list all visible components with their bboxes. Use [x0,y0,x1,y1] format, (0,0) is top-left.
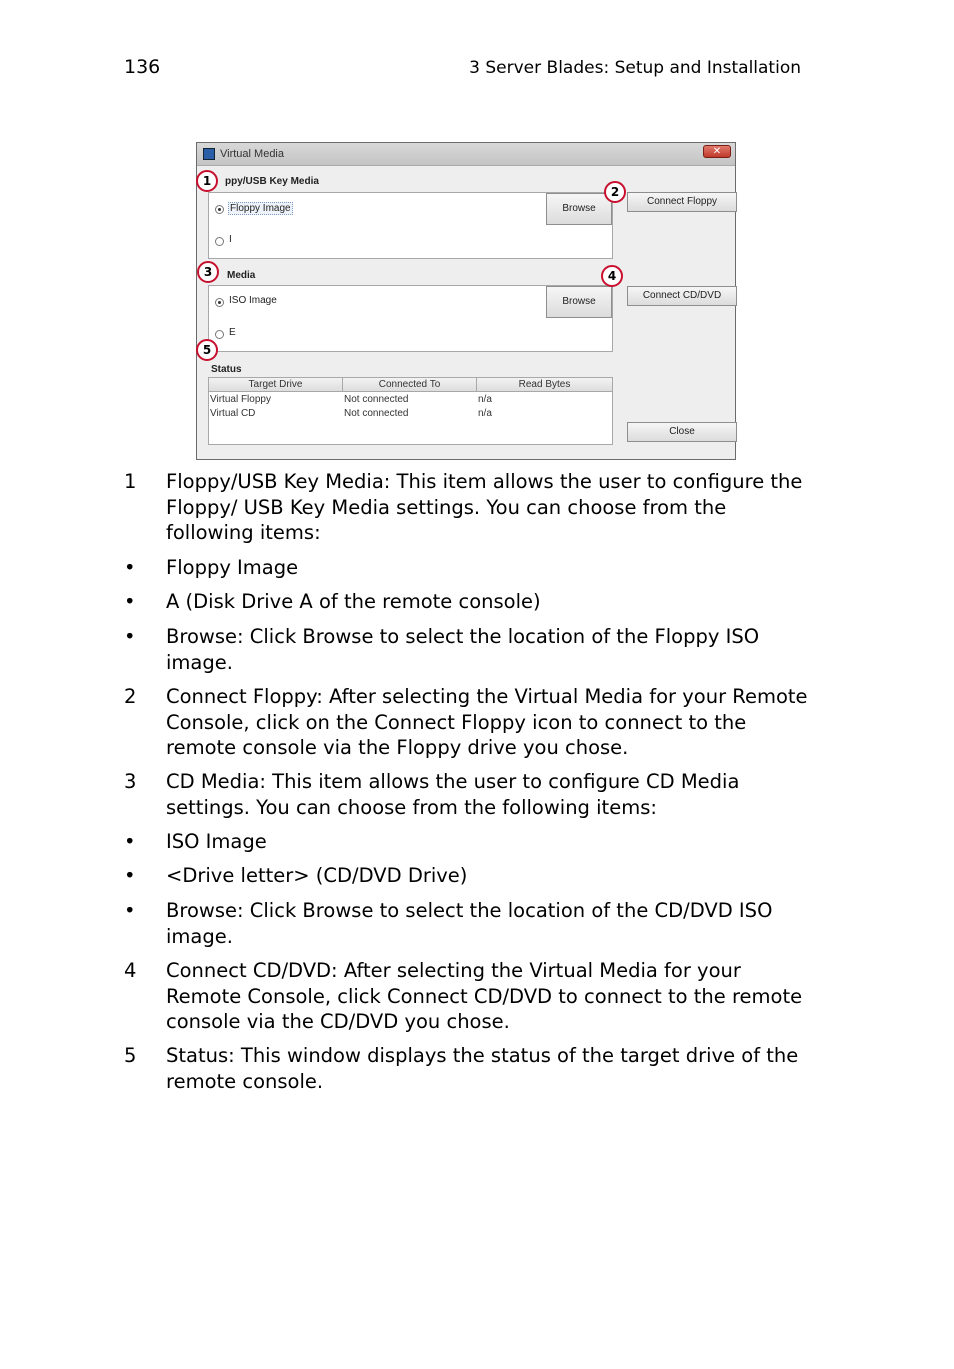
item-text: Status: This window displays the status of the target drive of the remote console. [166,1044,799,1093]
bullet: • [124,590,136,613]
column-header: Read Bytes [477,378,612,392]
iso-image-label: ISO Image [229,295,277,306]
table-cell: Not connected [344,394,409,405]
connect-floppy-button[interactable]: Connect Floppy [627,192,737,212]
item-text: Connect Floppy: After selecting the Virtual Media for your Remote Console, click on the Connect Floppy icon to connect to the remote console via the Floppy drive you chose. [166,685,808,759]
table-cell: Virtual CD [210,408,256,419]
floppy-browse-button[interactable]: Browse [546,193,612,225]
bullet: • [124,556,136,579]
close-button[interactable]: Close [627,422,737,442]
status-table [208,377,613,445]
table-cell: Virtual Floppy [210,394,271,405]
cd-drive-radio[interactable] [215,330,224,339]
item-text: CD Media: This item allows the user to configure CD Media settings. You can choose from the following items: [166,770,740,819]
item-number: 1 [124,470,137,493]
floppy-image-radio[interactable] [215,205,224,214]
column-header: Target Drive [209,378,343,392]
floppy-drive-label: I [229,234,232,245]
callout-1: 1 [196,170,218,192]
item-text: Browse: Click Browse to select the location of the CD/DVD ISO image. [166,899,773,948]
virtual-media-window [196,142,736,460]
floppy-group-label: ppy/USB Key Media [225,176,319,187]
bullet: • [124,830,136,853]
page-number: 136 [124,56,161,78]
item-text: Floppy/USB Key Media: This item allows the user to configure the Floppy/ USB Key Media settings. You can choose from the following items: [166,470,803,544]
cd-drive-label: E [229,327,236,338]
item-text: Connect CD/DVD: After selecting the Virtual Media for your Remote Console, click Connect CD/DVD to connect to the remote console via the CD/DVD you chose. [166,959,803,1033]
floppy-drive-radio[interactable] [215,237,224,246]
table-cell: n/a [478,394,492,405]
item-text: A (Disk Drive A of the remote console) [166,590,541,613]
item-text: Browse: Click Browse to select the location of the Floppy ISO image. [166,625,760,674]
table-cell: n/a [478,408,492,419]
cd-browse-button[interactable]: Browse [546,286,612,318]
iso-image-radio[interactable] [215,298,224,307]
callout-3: 3 [197,261,219,283]
title-bar [197,143,735,166]
item-number: 3 [124,770,137,793]
app-icon [203,148,215,160]
item-text: <Drive letter> (CD/DVD Drive) [166,864,468,887]
item-text: Floppy Image [166,556,299,579]
item-text: ISO Image [166,830,267,853]
table-cell: Not connected [344,408,409,419]
callout-4: 4 [601,265,623,287]
connect-cd-button[interactable]: Connect CD/DVD [627,286,737,306]
bullet: • [124,899,136,922]
column-header: Connected To [343,378,477,392]
close-icon[interactable]: ✕ [703,145,731,158]
floppy-image-label: Floppy Image [230,203,291,214]
bullet: • [124,864,136,887]
callout-2: 2 [604,181,626,203]
item-number: 4 [124,959,137,982]
window-title: Virtual Media [220,148,284,160]
item-number: 5 [124,1044,137,1067]
status-label: Status [211,364,242,375]
callout-5: 5 [196,339,218,361]
running-head: 3 Server Blades: Setup and Installation [469,58,801,78]
bullet: • [124,625,136,648]
item-number: 2 [124,685,137,708]
cd-group-label: Media [227,270,256,281]
